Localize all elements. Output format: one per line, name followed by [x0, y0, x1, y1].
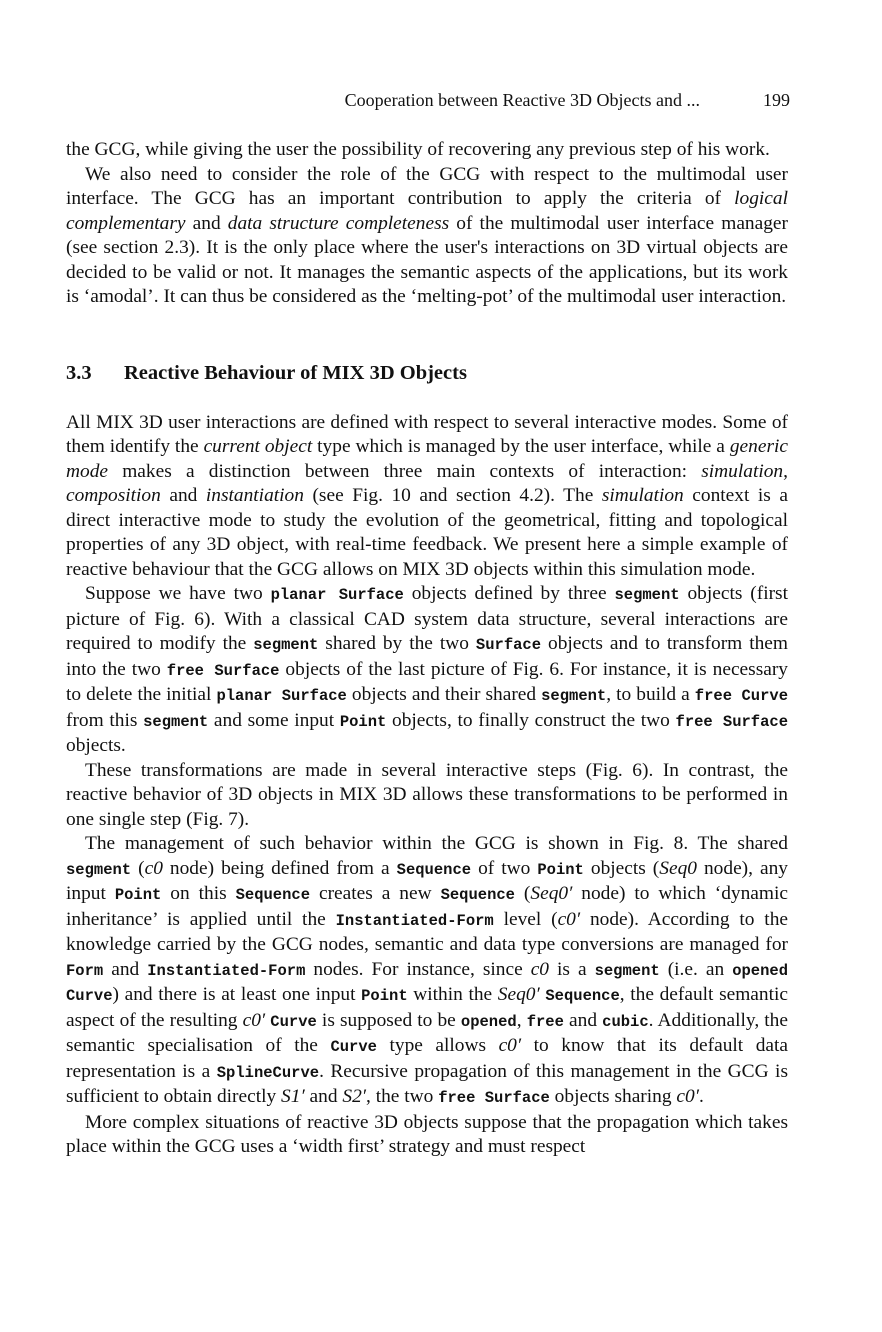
text-run: node) to which ‘dynamic inheritance’ is applied until the [66, 883, 788, 930]
paragraph-gcg-role [66, 163, 788, 310]
paragraph-interaction-modes [66, 411, 788, 583]
code-term: segment [541, 687, 607, 705]
code-term: Curve [270, 1012, 317, 1031]
text-run: . Recursive propagation of this management in the GCG is sufficient to obtain directly [66, 1060, 788, 1107]
text-run: and some input [208, 709, 340, 731]
paragraph-transformations: These transformations are made in several interactive steps (Fig. 6). In contrast, the reactive behavior of 3D objects in MIX 3D allows these transformations to be performed in one single step (Fig. 7). [66, 759, 788, 830]
italic-term: c0 [530, 958, 549, 980]
code-term: Point [537, 860, 584, 879]
italic-term: c0′ [242, 1009, 266, 1031]
text-run: and [160, 485, 206, 506]
code-term: free Surface [438, 1089, 550, 1107]
text-run: context is a direct interactive mode to study the evolution of the geometrical, fitting and topological properties of any 3D object, with real-time feedback. We present here a simple example of reactive behaviour that the GCG allows on MIX 3D objects within this simulation mode. [66, 485, 788, 580]
italic-term: data structure completeness [227, 212, 450, 234]
code-term: Form [66, 961, 104, 980]
code-term: planar Surface [216, 687, 347, 705]
paragraph-planar-surfaces [66, 582, 788, 759]
code-term: segment [253, 636, 319, 654]
code-term: Instantiated-Form [147, 961, 306, 980]
section-number: 3.3 [66, 361, 92, 384]
text-run: shared by the two [318, 633, 476, 654]
italic-term: Seq0′ [530, 883, 573, 904]
code-term: Sequence [440, 886, 515, 904]
code-term: segment [66, 860, 132, 879]
text-run: is a [549, 958, 595, 980]
text-run: (i.e. an [659, 958, 733, 980]
text-run: type allows [376, 1035, 499, 1056]
code-term: Sequence [545, 987, 620, 1005]
text-run: and [304, 1086, 343, 1107]
text-run: objects and their shared [346, 684, 542, 705]
italic-term: Seq0 [659, 857, 697, 879]
text-run: to know that its default data representation is a [66, 1035, 788, 1082]
code-term: Surface [475, 636, 542, 654]
text-run: node). According to the knowledge carried by the GCG nodes, semantic and data type conversions are managed for [66, 908, 789, 955]
text-run: ( [514, 883, 531, 904]
code-term: segment [143, 712, 209, 731]
text-run: We also need to consider the role of the GCG with respect to the multimodal user interface. The GCG has an important contribution to apply the criteria of [66, 163, 788, 209]
code-term: Point [339, 712, 387, 731]
text-run: , [516, 1009, 527, 1031]
text-run: objects sharing [549, 1086, 677, 1107]
code-term: Curve [330, 1038, 377, 1056]
text-run: node), any input [66, 857, 788, 904]
text-run: nodes. For instance, since [305, 958, 531, 980]
italic-term: S1′ [281, 1086, 305, 1107]
body-text [66, 138, 788, 1160]
text-run: within the [407, 984, 498, 1005]
text-run: on this [161, 883, 236, 904]
code-term: segment [594, 961, 660, 980]
text-run: and [563, 1009, 603, 1031]
text-run: objects (first picture of Fig. 6). With a classical CAD system data structure, several interactions are required to modify the [66, 583, 788, 654]
italic-term: current object [203, 436, 313, 457]
text-run: objects of the last picture of Fig. 6. For instance, it is necessary to delete the initial [66, 658, 789, 705]
text-run: level ( [493, 908, 558, 930]
text-run: of the multimodal user interface manager (see section 2.3). It is the only place where the user's interactions on 3D virtual objects are decided to be valid or not. It manages the semantic aspects of the applications, but its work is ‘amodal’. It can thus be considered as the ‘melting-pot’ of the multimodal user interaction. [66, 212, 788, 307]
text-run: of two [471, 857, 538, 879]
text-run: node) being defined from a [162, 857, 397, 879]
italic-term: c0′ [557, 908, 581, 930]
code-term: free Surface [675, 712, 788, 731]
text-run: objects and to transform them into the two [66, 633, 788, 680]
text-run: objects, to finally construct the two [386, 709, 676, 731]
code-term: Sequence [396, 860, 472, 879]
text-run: objects defined by three [403, 583, 615, 604]
text-run: (see Fig. 10 and section 4.2). The [303, 485, 602, 506]
italic-term: composition [66, 485, 161, 506]
italic-term: simulation [601, 485, 684, 506]
code-term: SplineCurve [216, 1063, 320, 1082]
text-run: . Additionally, the semantic specialisation of the [66, 1009, 788, 1056]
text-run: is supposed to be [316, 1009, 461, 1031]
code-term: Point [114, 886, 162, 904]
code-term: free Curve [694, 687, 788, 705]
text-run: from this [66, 709, 144, 731]
text-run: , the two [366, 1086, 439, 1107]
paragraph-continuation: the GCG, while giving the user the possibility of recovering any previous step of his work. [66, 139, 770, 160]
text-run: makes a distinction between three main contexts of interaction: [108, 460, 702, 482]
page-number: 199 [763, 90, 790, 110]
italic-term: Seq0′ [497, 984, 540, 1005]
section-title: Reactive Behaviour of MIX 3D Objects [124, 361, 467, 384]
text-run: All MIX 3D user interactions are defined with respect to several interactive modes. Some of them identify the [66, 411, 788, 457]
paragraph-gcg-management [66, 832, 788, 1111]
italic-term: generic mode [66, 436, 788, 482]
code-term: segment [614, 586, 680, 604]
code-term: Instantiated-Form [335, 911, 494, 930]
code-term: planar Surface [270, 586, 404, 604]
text-run: Suppose we have two [85, 583, 271, 604]
code-term: opened [460, 1012, 517, 1031]
running-head [0, 88, 790, 112]
text-run: type which is managed by the user interface, while a [312, 436, 730, 457]
text-run: . [698, 1086, 704, 1107]
text-run: creates a new [310, 883, 441, 904]
text-run: ) and there is at least one input [112, 984, 362, 1005]
italic-term: c0′ [676, 1086, 699, 1107]
text-run: The management of such behavior within the GCG is shown in Fig. 8. The shared [85, 833, 788, 854]
italic-term: instantiation [205, 485, 304, 506]
code-term: cubic [602, 1012, 649, 1031]
code-term: opened Curve [66, 961, 788, 1005]
italic-term: c0′ [498, 1035, 522, 1056]
text-run: objects ( [583, 857, 660, 879]
code-term: Point [361, 987, 408, 1005]
italic-term: S2′ [342, 1086, 367, 1107]
text-run: ( [131, 857, 145, 879]
section-heading [66, 361, 788, 385]
code-term: free [526, 1012, 564, 1031]
running-title: Cooperation between Reactive 3D Objects and ... [344, 90, 700, 110]
text-run: and [185, 212, 228, 234]
italic-term: c0 [144, 857, 163, 879]
code-term: Sequence [235, 886, 311, 904]
italic-term: simulation [701, 460, 784, 482]
text-run: and [103, 958, 148, 980]
text-run: , to build a [606, 684, 695, 705]
text-run: , the default semantic aspect of the resulting [66, 984, 788, 1031]
text-run: , [783, 460, 788, 482]
paragraph-complex-situations: More complex situations of reactive 3D objects suppose that the propagation which takes place within the GCG uses a ‘width first’ strategy and must respect [66, 1111, 788, 1157]
text-run: objects. [66, 735, 126, 756]
italic-term: logical complementary [66, 188, 788, 234]
code-term: free Surface [166, 661, 280, 680]
